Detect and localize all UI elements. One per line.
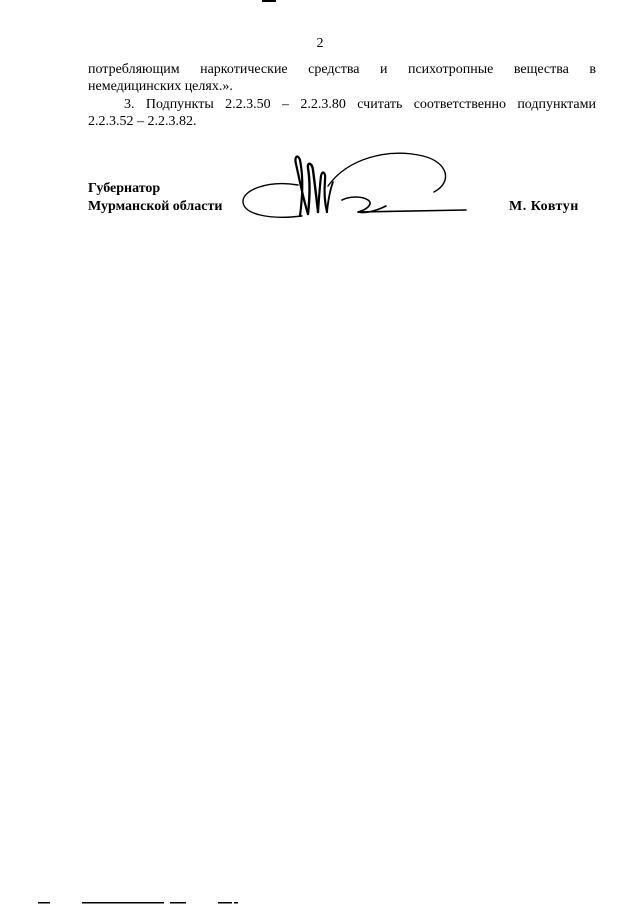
signatory-name: М. Ковтун bbox=[509, 199, 579, 214]
signatory-title-line-2: Мурманской области bbox=[88, 199, 223, 214]
bottom-scan-marks bbox=[0, 899, 640, 905]
page-number: 2 bbox=[316, 36, 324, 51]
paragraph-1-line-2: немедицинских целях.». bbox=[88, 79, 233, 94]
top-scan-mark bbox=[262, 0, 276, 2]
paragraph-2-line-2: 2.2.3.52 – 2.2.3.82. bbox=[88, 114, 197, 129]
signatory-title-line-1: Губернатор bbox=[88, 181, 161, 196]
paragraph-2-line-1: 3. Подпункты 2.2.3.50 – 2.2.3.80 считать соответственно подпунктами bbox=[124, 97, 596, 112]
handwritten-signature bbox=[238, 150, 474, 230]
paragraph-1-line-1: потребляющим наркотические средства и психотропные вещества в bbox=[88, 62, 596, 77]
